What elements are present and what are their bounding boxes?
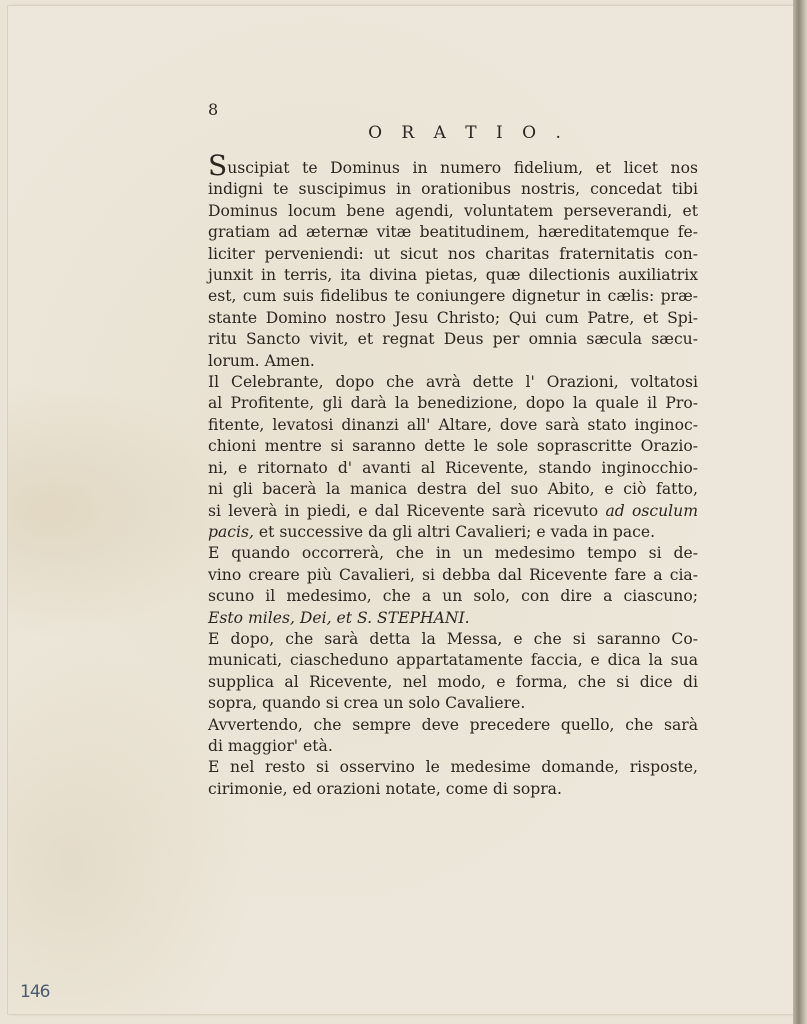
text-line: ritu Sancto vivit, et regnat Deus per omnia sæcula sæcu-	[208, 330, 698, 349]
text-line: E dopo, che sarà detta la Messa, e che si saranno Co-	[208, 629, 698, 648]
text-line: stante Domino nostro Jesu Christo; Qui cum Patre, et Spi-	[208, 308, 698, 327]
text-line: Dominus locum bene agendi, voluntatem perseverandi, et	[208, 201, 698, 220]
text-line: pacis, et successive da gli altri Cavalieri; e vada in pace.	[208, 522, 656, 541]
text-line: scuno il medesimo, che a un solo, con dire a ciascuno;	[208, 587, 698, 606]
text-line: supplica al Ricevente, nel modo, e forma, che si dice di	[208, 672, 698, 691]
text-line: indigni te suscipimus in orationibus nostris, concedat tibi	[208, 180, 698, 199]
text-line: gratiam ad æternæ vitæ beatitudinem, hæreditatemque fe-	[208, 223, 698, 242]
paragraph-resto	[208, 757, 698, 800]
text-line: liciter perveniendi: ut sicut nos charitas fraternitatis con-	[208, 244, 698, 263]
text-block	[208, 100, 698, 800]
drop-cap: S	[208, 149, 228, 182]
page-title: O R A T I O .	[368, 123, 568, 143]
paragraph-avvertendo	[208, 715, 698, 758]
italic-phrase: pacis,	[208, 522, 254, 541]
text-line: al Profitente, gli darà la benedizione, dopo la quale il Pro-	[208, 394, 698, 413]
paragraph-quando	[208, 543, 698, 629]
text-line: di maggior' età.	[208, 736, 333, 755]
text-line: si leverà in piedi, e dal Ricevente sarà ricevuto ad osculum	[208, 501, 698, 520]
text-line: fitente, levatosi dinanzi all' Altare, dove sarà stato inginoc-	[208, 415, 698, 434]
text-line: cirimonie, ed orazioni notate, come di sopra.	[208, 779, 562, 798]
page-number: 8	[208, 100, 219, 119]
text-line: sopra, quando si crea un solo Cavaliere.	[208, 694, 526, 713]
paragraph-celebrante	[208, 372, 698, 543]
text-line: ni gli bacerà la manica destra del suo Abito, e ciò fatto,	[208, 480, 698, 499]
archive-handwritten-number: 146	[20, 982, 50, 1002]
text-line: vino creare più Cavalieri, si debba dal Ricevente fare a cia-	[208, 565, 698, 584]
italic-phrase: ad osculum	[605, 501, 698, 520]
text-line: E nel resto si osservino le medesime domande, risposte,	[208, 758, 698, 777]
text-line: chioni mentre si saranno dette le sole soprascritte Orazio-	[208, 437, 698, 456]
text-line: municati, ciascheduno appartatamente faccia, e dica la sua	[208, 651, 698, 670]
text-line: lorum. Amen.	[208, 351, 315, 370]
text-line: Suscipiat te Dominus in numero fidelium, et licet nos	[208, 149, 698, 182]
text-line: Avvertendo, che sempre deve precedere quello, che sarà	[208, 715, 698, 734]
text-line: junxit in terris, ita divina pietas, quæ dilectionis auxiliatrix	[208, 266, 698, 285]
italic-formula: Esto miles, Dei, et S. STEPHANI.	[208, 608, 470, 627]
text-line: Il Celebrante, dopo che avrà dette l' Orazioni, voltatosi	[208, 373, 698, 392]
paragraph-oratio	[208, 149, 698, 372]
text-line: est, cum suis fidelibus te coniungere dignetur in cælis: præ-	[208, 287, 698, 306]
paragraph-messa	[208, 629, 698, 715]
text-line: E quando occorrerà, che in un medesimo tempo si de-	[208, 544, 698, 563]
page-edge	[793, 0, 807, 1024]
text-line: ni, e ritornato d' avanti al Ricevente, stando inginocchio-	[208, 458, 698, 477]
